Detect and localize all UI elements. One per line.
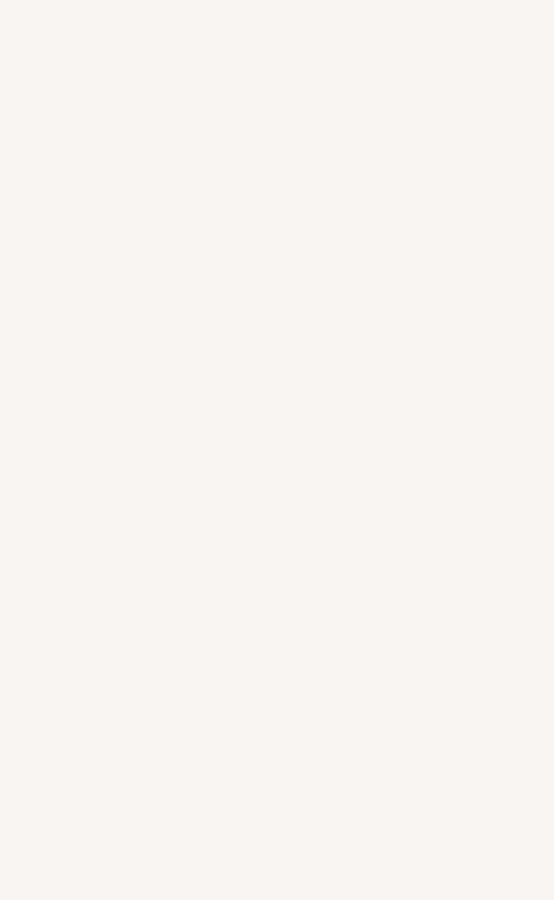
score-row-7 [16,628,526,662]
score-row-6 [16,538,526,572]
score-row-3 [16,268,526,302]
lyric-row-2 [16,398,526,420]
score-row-2 [16,210,526,244]
lyric-row-1 [16,310,526,332]
score-row-4 [16,358,526,392]
score-row-5 [16,448,526,482]
lyric-row-4 [16,578,526,600]
score-row-1 [16,148,526,182]
intro-line [50,64,70,80]
lyric-row-3 [16,488,526,510]
